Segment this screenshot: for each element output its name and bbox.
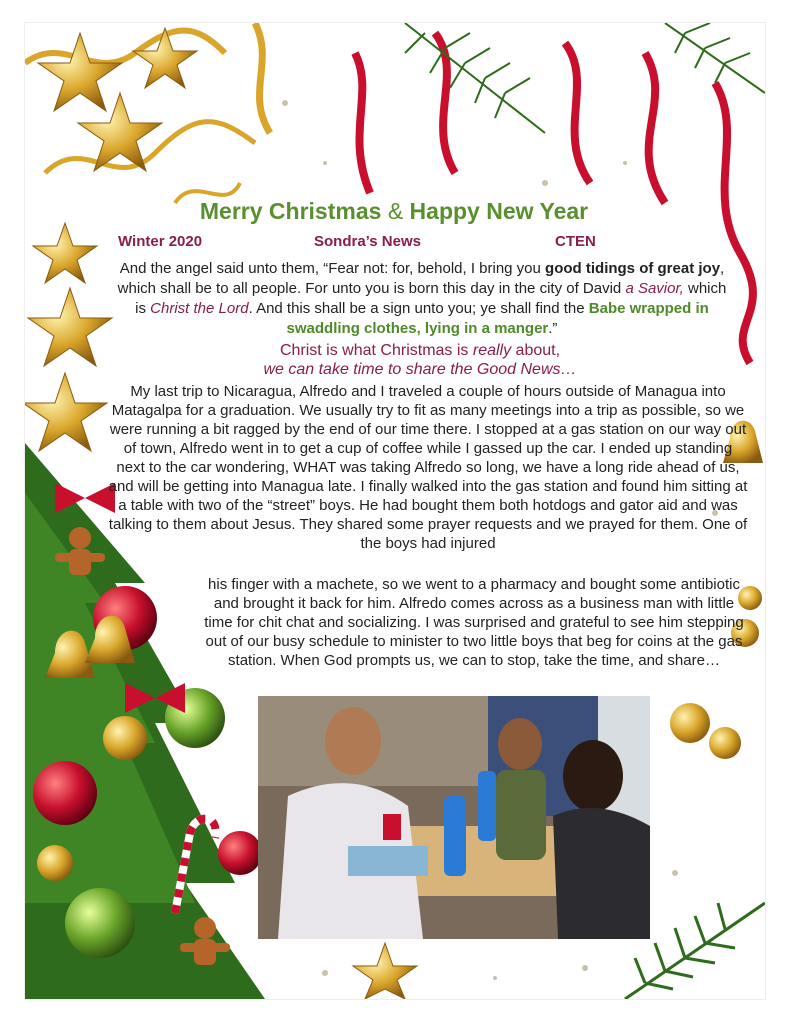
drink-bottle-2 (478, 771, 496, 841)
coffee-cup (383, 814, 401, 840)
boy-2-shirt (553, 808, 650, 939)
tagline (150, 341, 690, 379)
verse-text-2: , which shall be to all people. For unto you is born this day in the city of David (117, 260, 725, 297)
boy-2-head (563, 740, 623, 812)
drink-bottle-1 (444, 796, 466, 876)
title-happy-new-year: Happy New Year (409, 198, 589, 224)
tagline-line-1 (150, 341, 690, 360)
verse-babe-manger: Babe wrapped in swaddling clothes, lying in a manger (286, 300, 709, 337)
pine-branch-icon (405, 23, 765, 133)
tagline-text-a: Christ is what Christmas is (279, 342, 473, 359)
newsletter-name: Sondra’s News (314, 233, 421, 250)
boy-1-shirt (496, 770, 546, 860)
man-head (325, 707, 381, 775)
page-title (0, 198, 788, 225)
boy-1-head (498, 718, 542, 770)
verse-christ-the-lord: Christ the Lord (150, 300, 249, 317)
verse-text-4: . And this shall be a sign unto you; ye shall find the (248, 300, 589, 317)
verse-text-1: And the angel said unto them, “Fear not: for, behold, I bring you (119, 260, 546, 277)
verse-savior: a Savior, (625, 280, 684, 297)
season-label: Winter 2020 (118, 233, 203, 250)
scripture-verse (112, 259, 732, 339)
gold-ribbon-icon (25, 23, 270, 203)
tagline-text-c: about, (511, 342, 561, 359)
verse-text-5: .” (548, 320, 558, 337)
tagline-really: really (472, 342, 512, 359)
hotdog-box (348, 846, 428, 876)
verse-text-3: which is (135, 280, 727, 317)
story-paragraph-2: his finger with a machete, so we went to a pharmacy and bought some antibiotic and brought it back for him. Alfredo comes across as a business man with little time for chit chat and socializing. I was surprised and grateful to see him stepping out of our busy schedule to minister to two little boys that beg for coins at the gas station. When God prompts us, we can to stop, take the time, and share… (204, 576, 744, 669)
verse-bold-good-tidings: good tidings of great joy (545, 260, 721, 277)
photo-alfredo-with-boys (258, 696, 650, 939)
tagline-line-2: we can take time to share the Good News… (263, 361, 577, 378)
story-paragraph-1: My last trip to Nicaragua, Alfredo and I traveled a couple of hours outside of Managua into Matagalpa for a graduation. We usually try to fit as many meetings into a trip as possible, so we were running a bit ragged by the end of our time there. I stopped at a gas station on our way out of town, Alfredo went in to get a cup of coffee while I gassed up the car. I ended up standing next to the car wondering, WHAT was taking Alfredo so long, we have a long ride ahead of us, and will be getting into Managua late. I finally walked into the gas station and found him sitting at a table with two of the “street” boys. He had bought them both hotdogs and gator aid and was talking to them about Jesus. They shared some prayer requests and we prayed for them. One of the boys had injured (108, 383, 748, 552)
title-merry-christmas: Merry Christmas (199, 198, 382, 224)
title-ampersand: & (387, 198, 404, 224)
org-name: CTEN (555, 233, 596, 250)
